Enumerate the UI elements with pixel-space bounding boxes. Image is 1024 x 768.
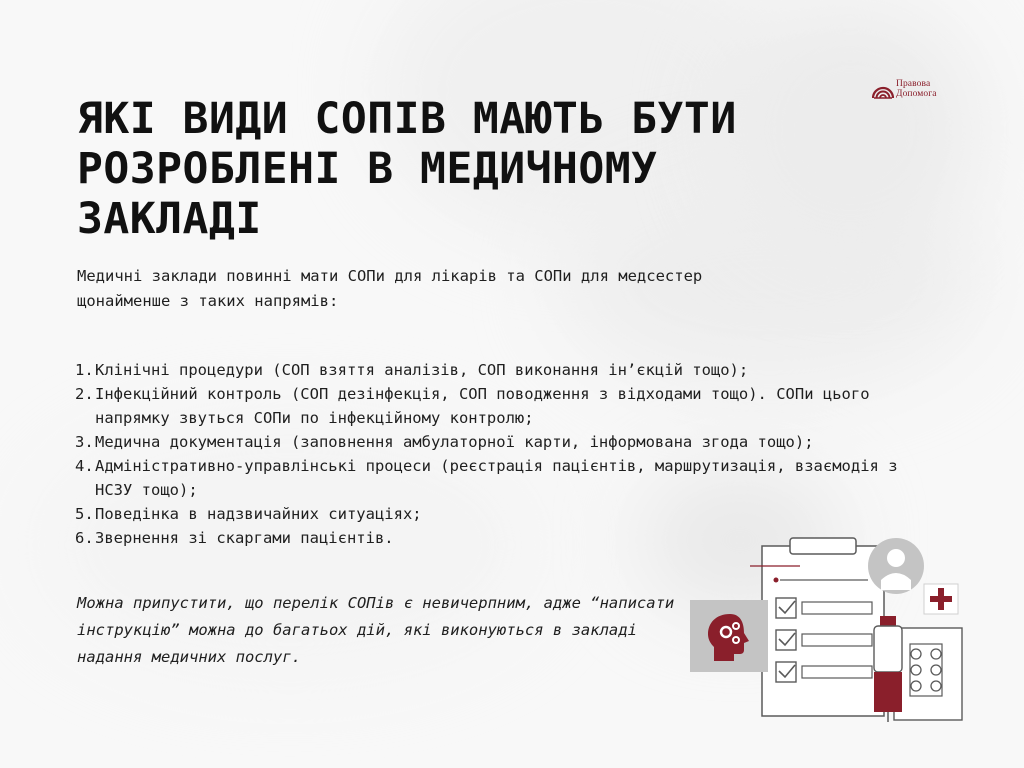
closing-note: Можна припустити, що перелік СОПів є невичерпним, адже “написати інструкцію” можна до багатьох дій, які виконуються в закладі надання медичних послуг. bbox=[77, 594, 675, 666]
list-item-text: Поведінка в надзвичайних ситуаціях; bbox=[95, 505, 422, 523]
list-item-text: Звернення зі скаргами пацієнтів. bbox=[95, 529, 394, 547]
clipboard-checklist-icon bbox=[750, 538, 884, 716]
list-item bbox=[75, 454, 935, 502]
list-item-number: 3. bbox=[75, 433, 94, 451]
list-item-number: 6. bbox=[75, 529, 94, 547]
list-item-number: 2. bbox=[75, 385, 94, 403]
list-item bbox=[75, 382, 935, 430]
list-item-number: 4. bbox=[75, 457, 94, 475]
list-item bbox=[75, 502, 935, 526]
list-item-number: 1. bbox=[75, 361, 94, 379]
page-title: ЯКІ ВИДИ СОПІВ МАЮТЬ БУТИ РОЗРОБЛЕНІ В МЕДИЧНОМУ ЗАКЛАДІ bbox=[77, 94, 737, 244]
brand-logo bbox=[872, 78, 964, 100]
head-gears-icon bbox=[690, 600, 768, 672]
list-item bbox=[75, 430, 935, 454]
logo-line-2: Допомога bbox=[896, 89, 937, 99]
list-item bbox=[75, 358, 935, 382]
logo-line-1: Правова bbox=[896, 79, 931, 89]
intro-paragraph: Медичні заклади повинні мати СОПи для лікарів та СОПи для медсестер щонайменше з таких напрямів: bbox=[77, 267, 703, 310]
sop-list bbox=[75, 358, 935, 550]
arch-logo-icon bbox=[872, 79, 894, 99]
list-item-text: Інфекційний контроль (СОП дезінфекція, СОП поводження з відходами тощо). СОПи цього напрямку звуться СОПи по інфекційному контролю; bbox=[95, 385, 870, 427]
logo-text bbox=[896, 79, 937, 99]
doctor-avatar-icon bbox=[868, 538, 924, 594]
list-item-number: 5. bbox=[75, 505, 94, 523]
medical-illustration bbox=[688, 536, 968, 726]
list-item-text: Клінічні процедури (СОП взяття аналізів, СОП виконання ін’єкцій тощо); bbox=[95, 361, 749, 379]
medical-cross-icon bbox=[924, 584, 958, 614]
pill-blister-icon bbox=[894, 628, 962, 720]
syringe-icon bbox=[874, 616, 902, 722]
list-item-text: Медична документація (заповнення амбулаторної карти, інформована згода тощо); bbox=[95, 433, 814, 451]
list-item-text: Адміністративно-управлінські процеси (реєстрація пацієнтів, маршрутизація, взаємодія з НСЗУ тощо); bbox=[95, 457, 898, 499]
